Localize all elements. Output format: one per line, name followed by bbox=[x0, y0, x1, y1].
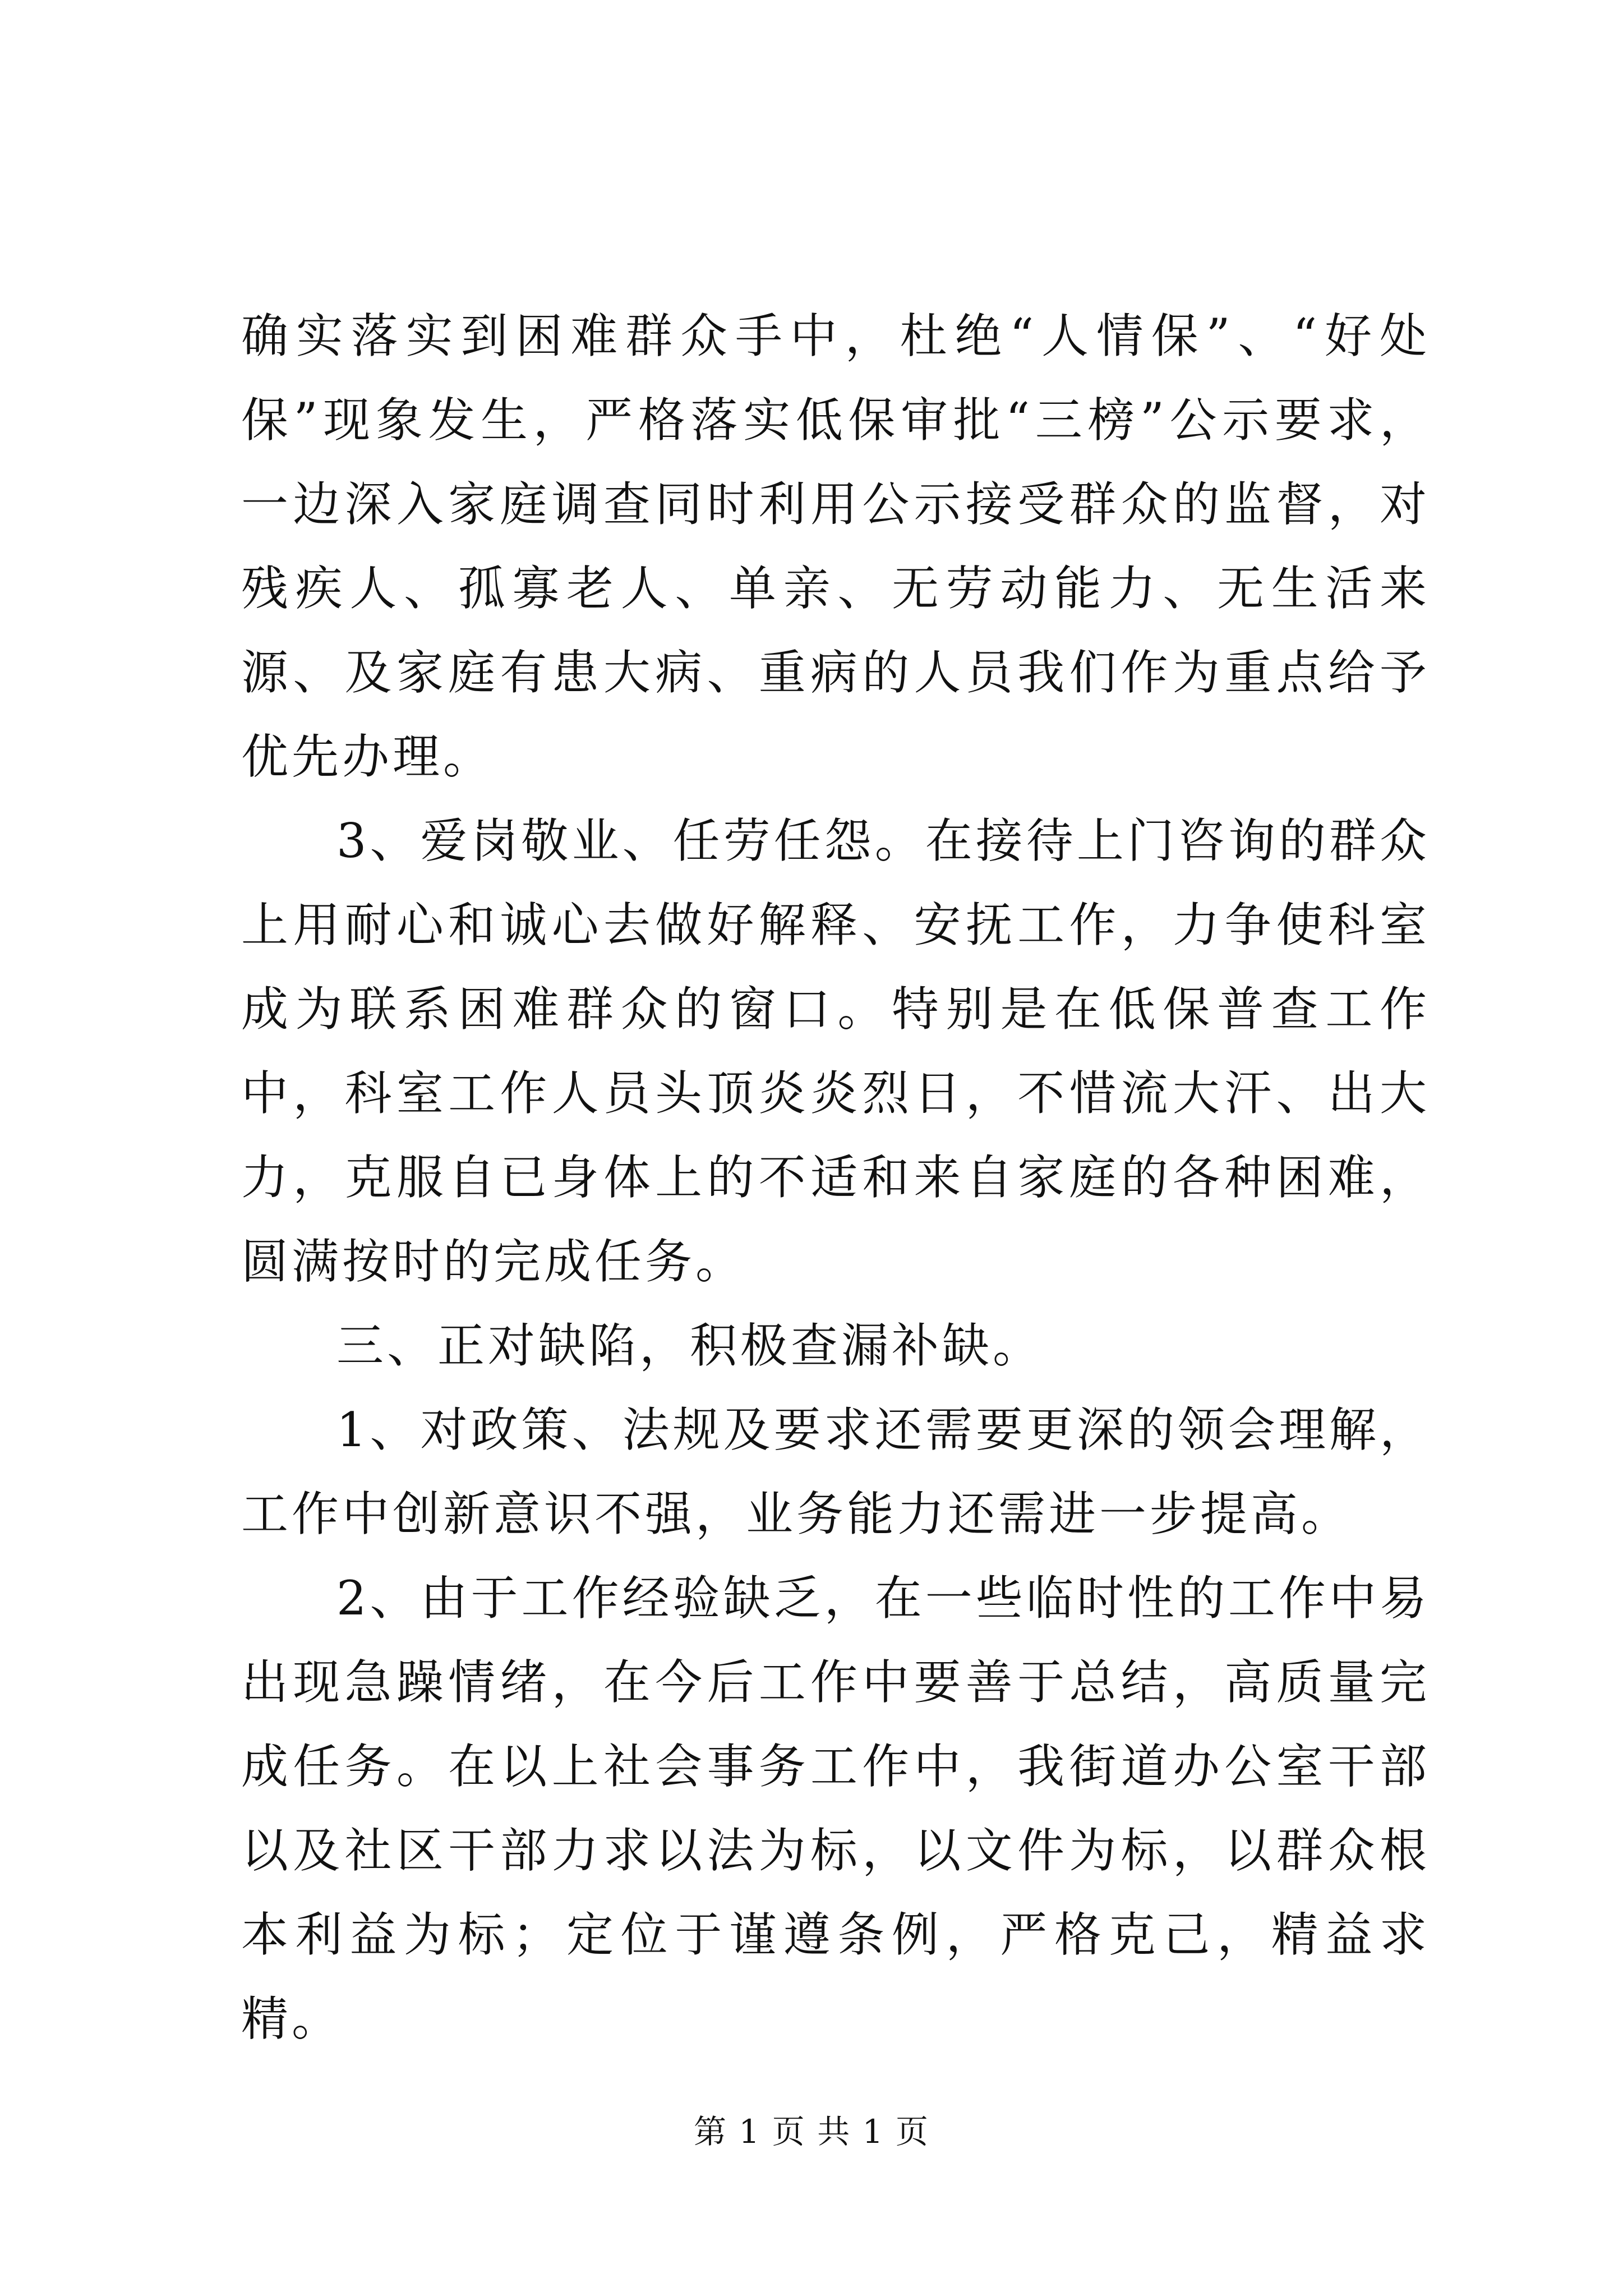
paragraph-deficiency-1: 1、对政策、法规及要求还需要更深的领会理解，工作中创新意识不强，业务能力还需进一步提高。 bbox=[241, 1402, 1430, 1542]
paragraph-item-3: 3、爱岗敬业、任劳任怨。在接待上门咨询的群众上用耐心和诚心去做好解释、安抚工作，力争使科室成为联系困难群众的窗口。特别是在低保普查工作中，科室工作人员头顶炎炎烈日，不惜流大汗、出大力，克服自已身体上的不适和来自家庭的各种困难，圆满按时的完成任务。 bbox=[241, 813, 1430, 1289]
section-heading-3: 三、正对缺陷，积极查漏补缺。 bbox=[336, 1318, 1044, 1373]
page-footer: 第 1 页 共 1 页 bbox=[694, 2113, 929, 2151]
paragraph-deficiency-2: 2、由于工作经验缺乏，在一些临时性的工作中易出现急躁情绪，在今后工作中要善于总结，高质量完成任务。在以上社会事务工作中，我街道办公室干部以及社区干部力求以法为标，以文件为标，以群众根本利益为标；定位于谨遵条例，严格克己，精益求精。 bbox=[241, 1571, 1430, 2046]
document-body bbox=[241, 294, 1430, 2061]
paragraph-continuation: 确实落实到困难群众手中，杜绝“人情保”、“好处保”现象发生，严格落实低保审批“三榜”公示要求，一边深入家庭调查同时利用公示接受群众的监督，对残疾人、孤寡老人、单亲、无劳动能力、无生活来源、及家庭有患大病、重病的人员我们作为重点给予优先办理。 bbox=[241, 309, 1430, 784]
